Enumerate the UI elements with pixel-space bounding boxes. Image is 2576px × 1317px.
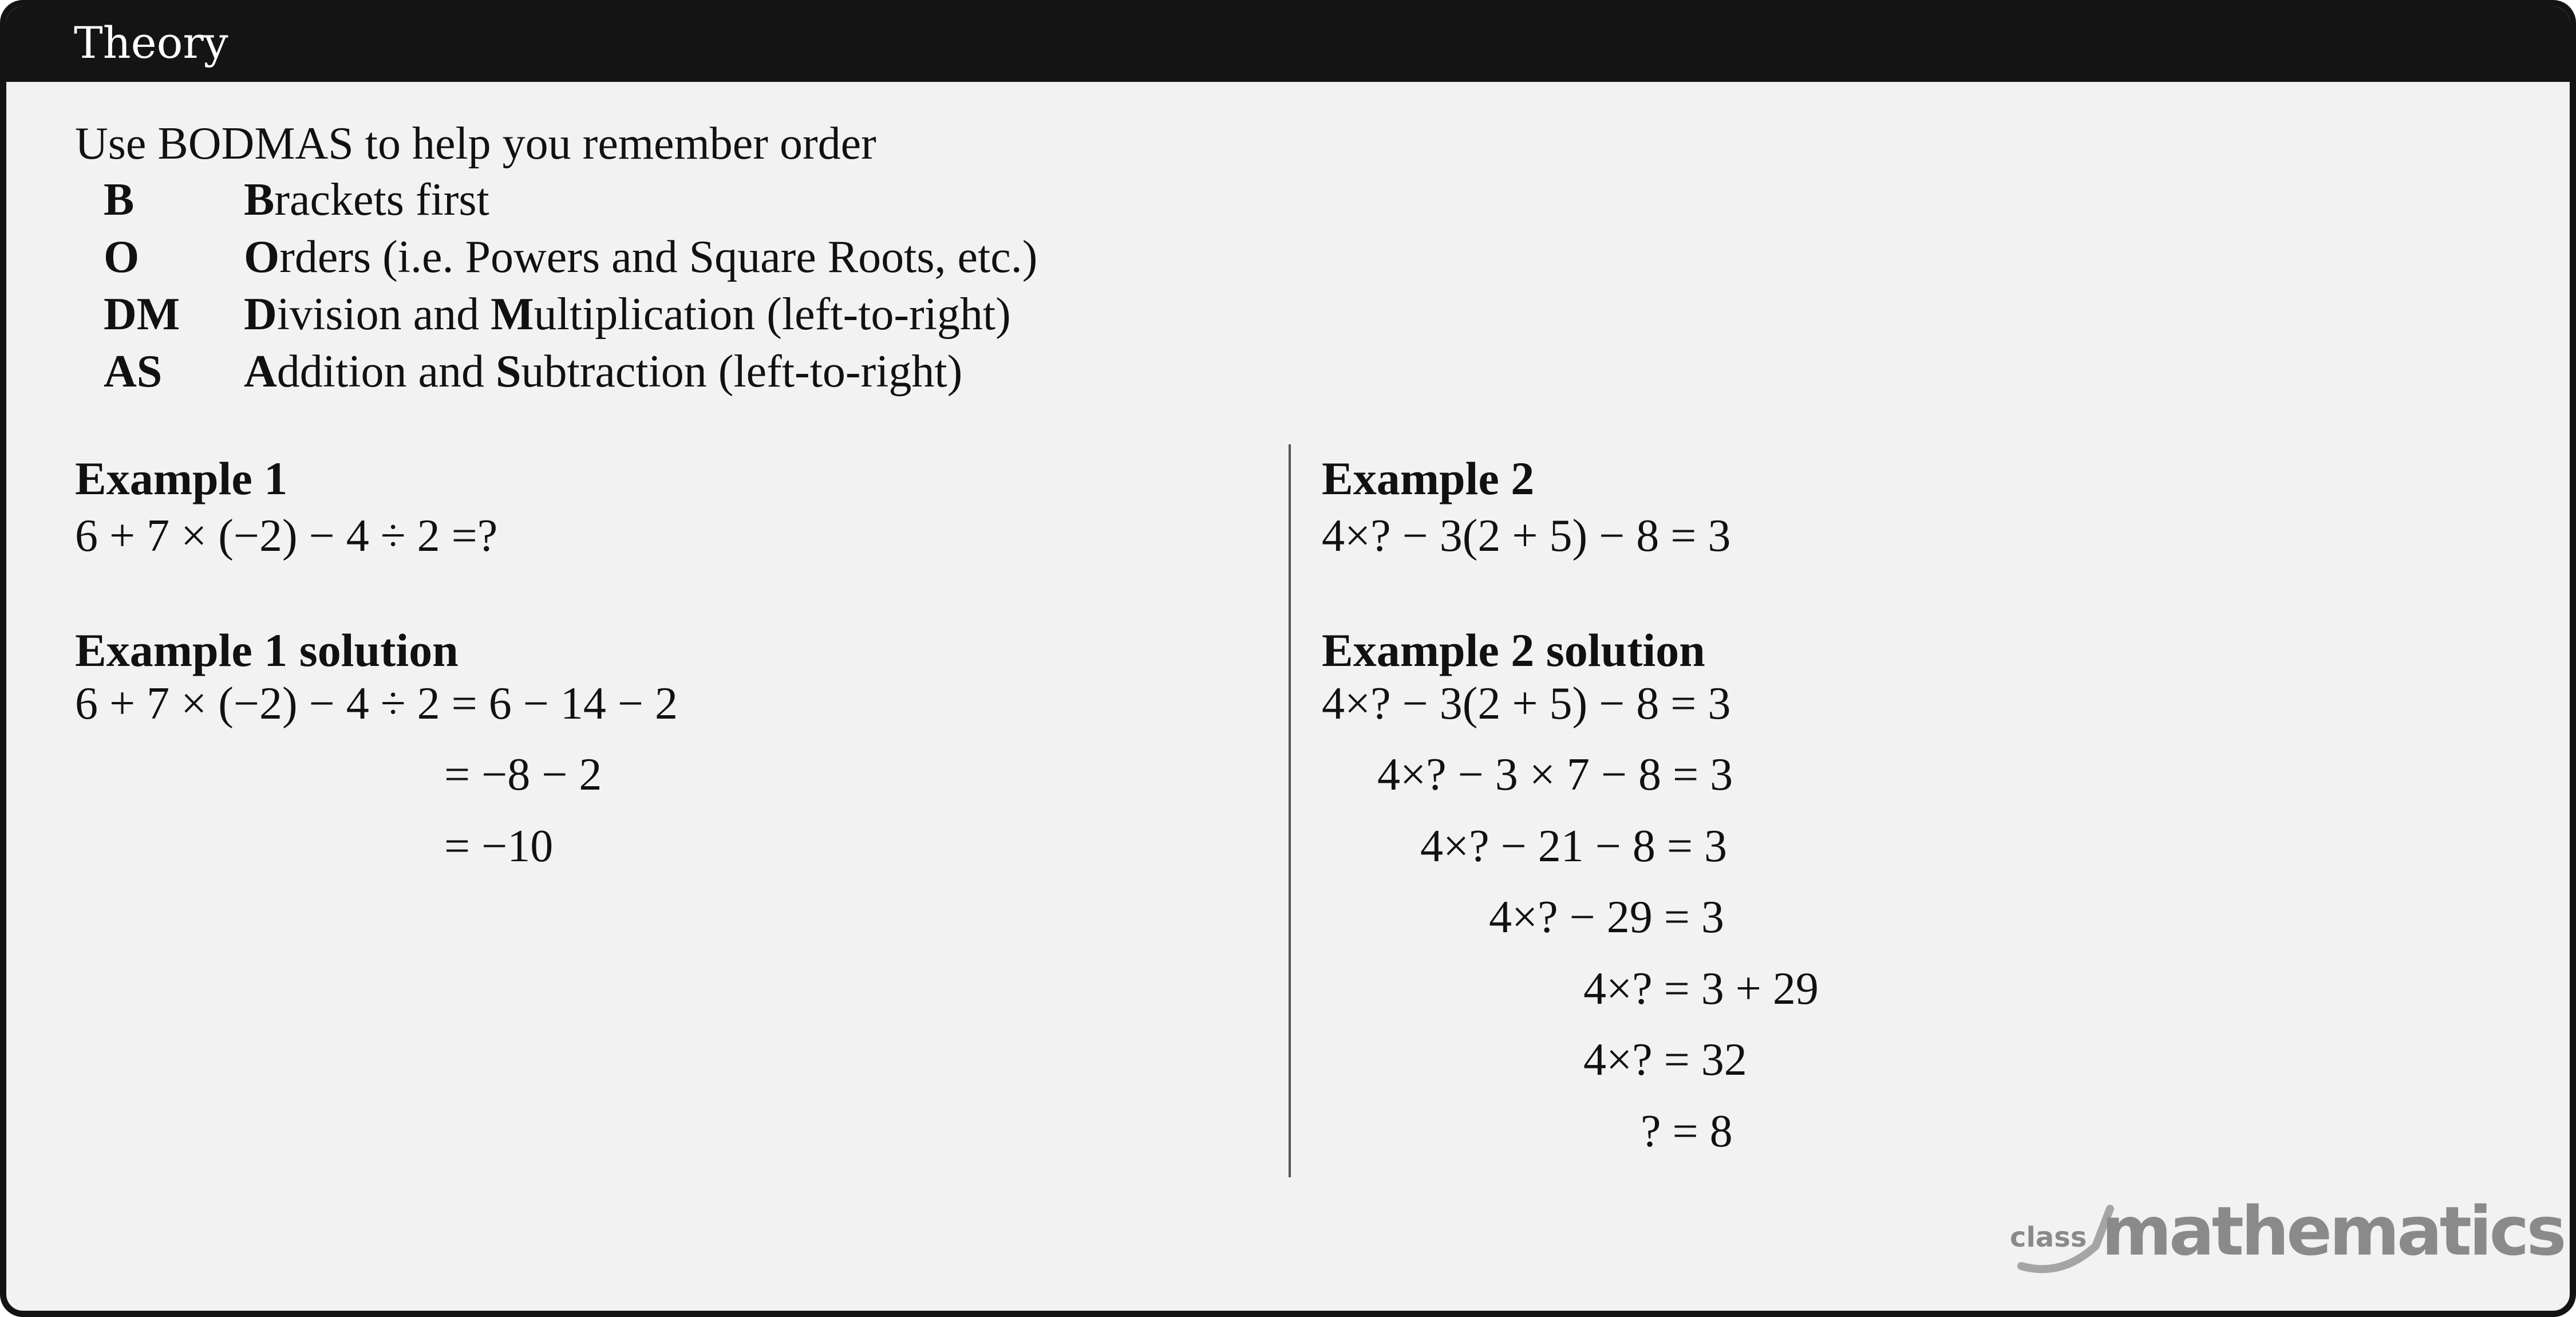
example-2-solution-line: ? = 8 (1641, 1106, 1733, 1157)
logo-name: mathematics (2101, 1192, 2564, 1271)
example-2-title: Example 2 (1322, 452, 1535, 504)
header-title: Theory (74, 17, 228, 68)
example-1-problem: 6 + 7 × (−2) − 4 ÷ 2 =? (75, 511, 498, 561)
bodmas-key: DM (104, 289, 180, 340)
bodmas-description: Brackets first (244, 175, 489, 225)
example-2-solution-line: 4×? − 3(2 + 5) − 8 = 3 (1322, 679, 1731, 729)
bodmas-key: B (104, 175, 135, 225)
example-1-solution-line: = −10 (444, 821, 554, 872)
column-divider (1289, 444, 1291, 1177)
bodmas-description: Addition and Subtraction (left-to-right) (244, 346, 963, 397)
class-mathematics-logo (2010, 1192, 2564, 1277)
logo-prefix: class (2010, 1221, 2087, 1253)
bodmas-description: Division and Multiplication (left-to-right) (244, 289, 1011, 340)
bodmas-description: Orders (i.e. Powers and Square Roots, etc.) (244, 232, 1038, 282)
example-2-problem: 4×? − 3(2 + 5) − 8 = 3 (1322, 511, 1731, 561)
example-2-solution-line: 4×? − 3 × 7 − 8 = 3 (1377, 750, 1733, 800)
bodmas-intro: Use BODMAS to help you remember order (75, 119, 876, 169)
bodmas-row-dm (104, 286, 1011, 343)
bodmas-row-as (104, 343, 962, 400)
example-2-solution-title: Example 2 solution (1322, 624, 1705, 676)
example-2-solution-line: 4×? = 3 + 29 (1583, 964, 1819, 1014)
bodmas-key: O (104, 232, 140, 282)
bodmas-key: AS (104, 346, 163, 397)
example-2-solution-line: 4×? − 29 = 3 (1489, 892, 1724, 943)
card-header (6, 6, 2570, 82)
example-1-solution-line: 6 + 7 × (−2) − 4 ÷ 2 = 6 − 14 − 2 (75, 679, 678, 729)
bodmas-row-b (104, 171, 489, 228)
example-2-solution-line: 4×? = 32 (1583, 1035, 1747, 1085)
example-1-solution-line: = −8 − 2 (444, 750, 602, 800)
example-1-title: Example 1 (75, 452, 288, 504)
bodmas-row-o (104, 228, 1037, 286)
example-2-solution-line: 4×? − 21 − 8 = 3 (1420, 821, 1727, 872)
example-1-solution-title: Example 1 solution (75, 624, 459, 676)
